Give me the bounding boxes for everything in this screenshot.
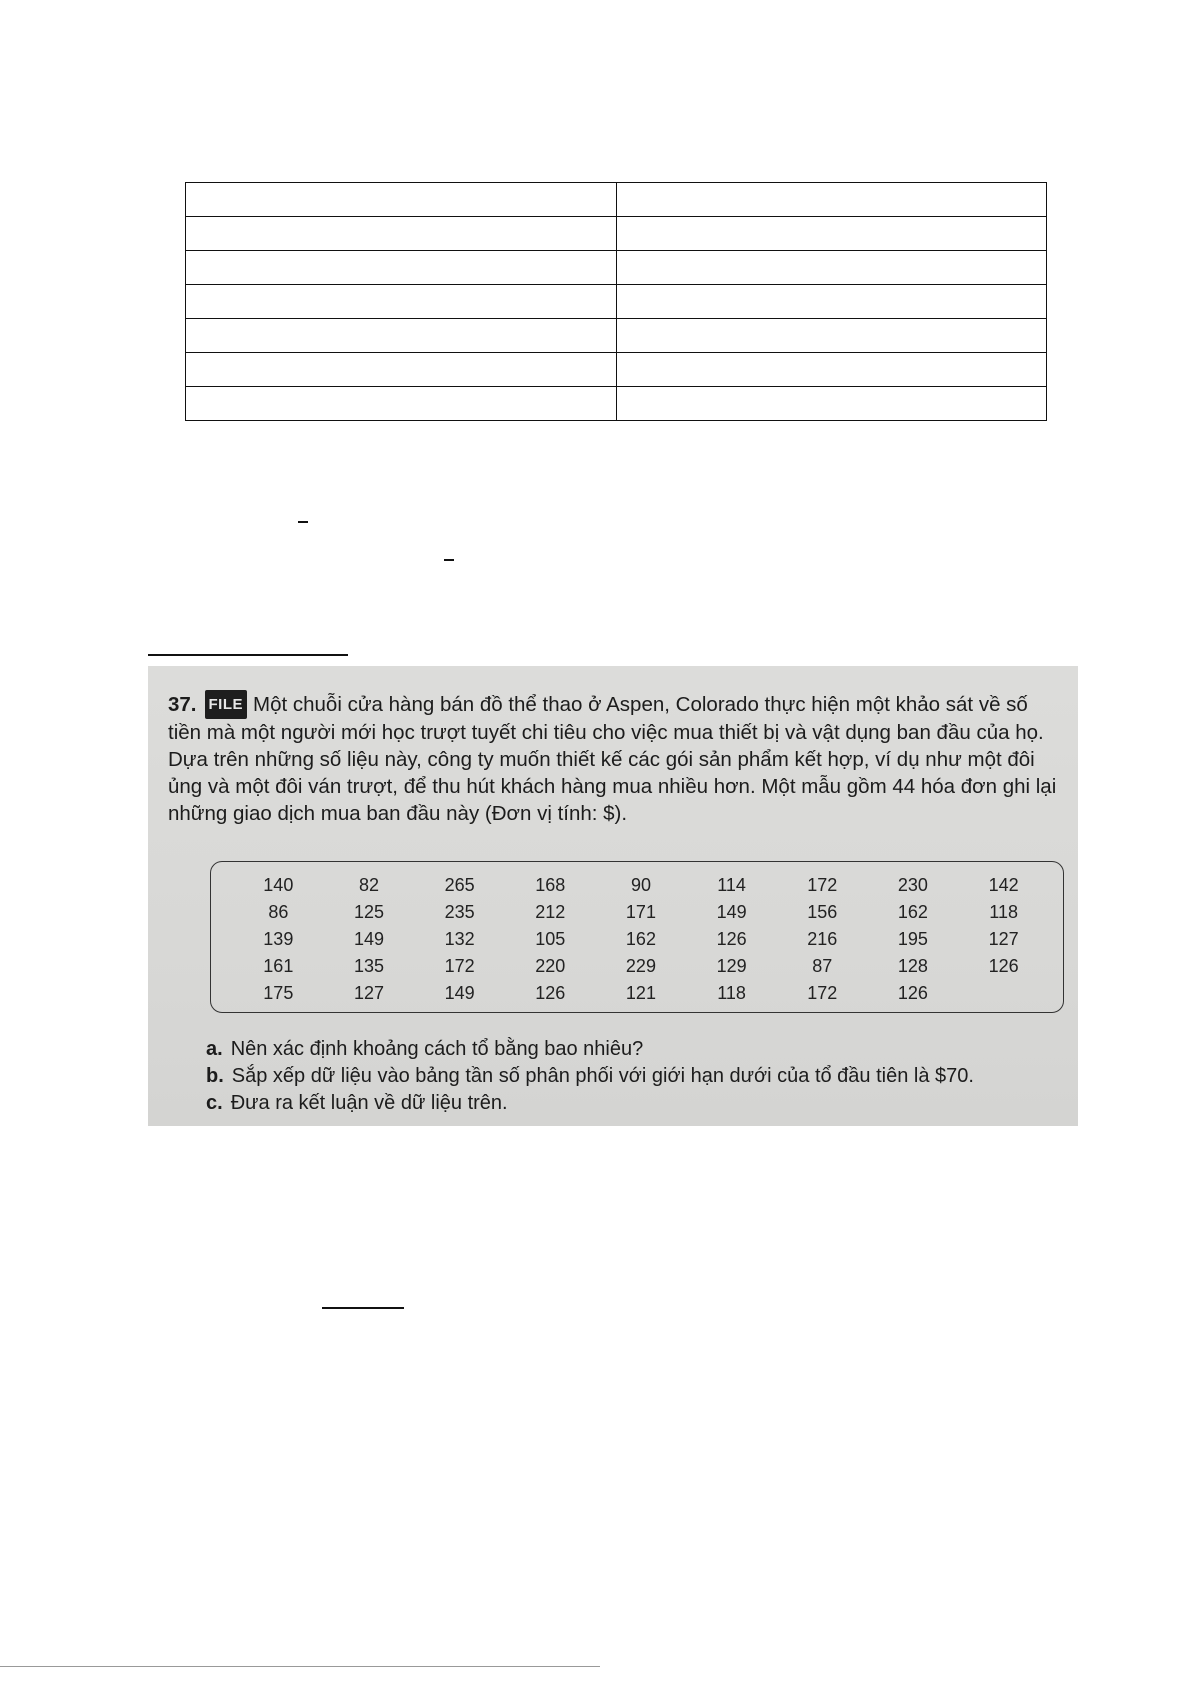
blank-row: [186, 251, 1047, 285]
data-cell: 142: [988, 875, 1019, 895]
data-cell: 149: [444, 983, 475, 1003]
footer-line: [0, 1666, 600, 1667]
blank-cell: [186, 217, 617, 251]
data-cell: 156: [807, 902, 838, 922]
data-cell: 162: [897, 902, 928, 922]
data-cell: 216: [807, 929, 838, 949]
exercise-body: Một chuỗi cửa hàng bán đồ thể thao ở Aspen, Colorado thực hiện một khảo sát về số tiền mà một người mới học trượt tuyết chi tiêu cho việc mua thiết bị và vật dụng ban đầu của họ. Dựa trên những số liệu này, công ty muốn thiết kế các gói sản phẩm kết hợp, ví dụ như một đôi ủng và một đôi ván trượt, để thu hút khách hàng mua nhiều hơn. Một mẫu gồm 44 hóa đơn ghi lại những giao dịch mua ban đầu này (Đơn vị tính: $).: [168, 693, 1057, 825]
blank-cell: [186, 285, 617, 319]
underline-2: [322, 1307, 404, 1309]
blank-cell: [616, 387, 1047, 421]
data-cell: [958, 980, 1049, 1007]
data-cell: 172: [444, 956, 475, 976]
blank-row: [186, 217, 1047, 251]
blank-cell: [186, 319, 617, 353]
blank-cell: [616, 285, 1047, 319]
data-cell: 195: [897, 929, 928, 949]
data-cell: 86: [268, 902, 289, 922]
data-cell: 126: [988, 956, 1019, 976]
data-cell: 229: [625, 956, 656, 976]
data-cell: 220: [535, 956, 566, 976]
blank-cell: [616, 319, 1047, 353]
exercise-photo: [148, 666, 1078, 1126]
data-cell: 90: [630, 875, 651, 895]
data-cell: 126: [716, 929, 747, 949]
data-cell: 127: [353, 983, 384, 1003]
question-text: Nên xác định khoảng cách tổ bằng bao nhiêu?: [230, 1038, 644, 1060]
blank-cell: [186, 387, 617, 421]
data-cell: 230: [897, 875, 928, 895]
data-cell: 127: [988, 929, 1019, 949]
blank-cell: [186, 251, 617, 285]
data-cell: 212: [535, 902, 566, 922]
data-cell: 105: [535, 929, 566, 949]
exercise-number: 37.: [168, 693, 197, 716]
question-text: Sắp xếp dữ liệu vào bảng tần số phân phối với giới hạn dưới của tổ đầu tiên là $70.: [231, 1065, 974, 1087]
file-badge: FILE: [205, 690, 248, 719]
data-cell: 149: [716, 902, 747, 922]
data-cell: 128: [897, 956, 928, 976]
data-cell: 126: [535, 983, 566, 1003]
data-cell: 235: [444, 902, 475, 922]
data-cell: 82: [358, 875, 379, 895]
blank-cell: [186, 183, 617, 217]
blank-cell: [616, 251, 1047, 285]
question-item: [206, 1063, 974, 1090]
questions: [206, 1036, 974, 1117]
question-item: [206, 1090, 974, 1117]
data-cell: 126: [897, 983, 928, 1003]
blank-row: [186, 285, 1047, 319]
blank-row: [186, 183, 1047, 217]
underline-1: [148, 654, 348, 656]
data-cell: 162: [625, 929, 656, 949]
blank-cell: [616, 353, 1047, 387]
data-row: [233, 980, 1049, 1007]
blank-cell: [186, 353, 617, 387]
data-cell: 172: [807, 875, 838, 895]
data-cell: 121: [625, 983, 656, 1003]
blank-row: [186, 353, 1047, 387]
data-cell: 118: [989, 902, 1018, 922]
data-cell: 135: [353, 956, 384, 976]
data-box: [210, 861, 1064, 1013]
data-cell: 118: [717, 983, 746, 1003]
question-letter: a.: [206, 1038, 223, 1060]
data-cell: 139: [263, 929, 294, 949]
data-table: [233, 872, 1049, 1007]
question-item: [206, 1036, 974, 1063]
question-text: Đưa ra kết luận về dữ liệu trên.: [230, 1092, 508, 1114]
data-cell: 114: [717, 875, 746, 895]
blank-cell: [616, 217, 1047, 251]
data-cell: 168: [535, 875, 566, 895]
data-cell: 172: [807, 983, 838, 1003]
data-cell: 129: [716, 956, 747, 976]
data-cell: 265: [444, 875, 475, 895]
question-letter: c.: [206, 1092, 223, 1114]
blank-cell: [616, 183, 1047, 217]
blank-table: [185, 182, 1047, 421]
data-cell: 125: [353, 902, 384, 922]
blank-row: [186, 319, 1047, 353]
data-row: [233, 953, 1049, 980]
data-row: [233, 872, 1049, 899]
data-cell: 149: [353, 929, 384, 949]
data-row: [233, 899, 1049, 926]
data-cell: 161: [263, 956, 294, 976]
data-cell: 132: [444, 929, 475, 949]
blank-row: [186, 387, 1047, 421]
data-cell: 140: [263, 875, 294, 895]
data-cell: 171: [625, 902, 656, 922]
x-bar-mark-2: [444, 559, 454, 561]
data-row: [233, 926, 1049, 953]
exercise-text: [168, 690, 1058, 827]
data-cell: 175: [263, 983, 294, 1003]
data-cell: 87: [812, 956, 833, 976]
question-letter: b.: [206, 1065, 224, 1087]
x-bar-mark: [298, 521, 308, 523]
